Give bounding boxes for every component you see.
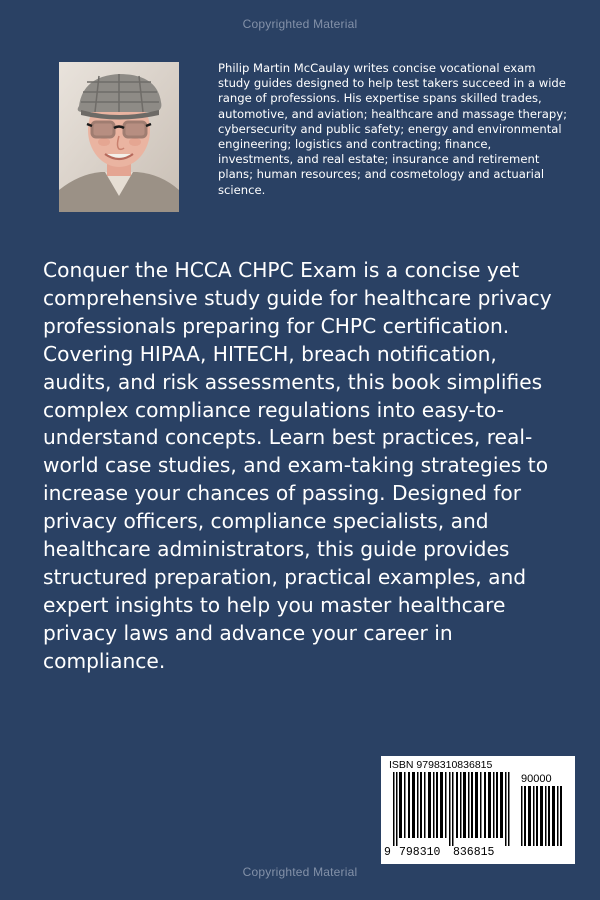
copyright-watermark-top: Copyrighted Material <box>242 17 358 31</box>
copyright-watermark-bottom: Copyrighted Material <box>242 865 358 879</box>
barcode-digit-group-2: 836815 <box>453 846 495 859</box>
price-code: 90000 <box>521 773 552 785</box>
isbn-label: ISBN 9798310836815 <box>389 759 493 771</box>
author-portrait-icon <box>59 62 179 212</box>
author-bio: Philip Martin McCaulay writes concise vocational exam study guides designed to help test takers succeed in a wide range of professions. His expertise spans skilled trades, automotive, and aviation; healthcare and massage therapy; cybersecurity and public safety; energy and environmental engineering; logistics and contracting; finance, investments, and real estate; insurance and retirement plans; human resources; and cosmetology and actuarial science. <box>218 61 567 197</box>
isbn-barcode <box>381 756 575 864</box>
book-description: Conquer the HCCA CHPC Exam is a concise yet comprehensive study guide for healthcare privacy professionals preparing for CHPC certification. Covering HIPAA, HITECH, breach notification, audits, and risk assessments, this book simplifies complex compliance regulations into easy-to-understand concepts. Learn best practices, real-world case studies, and exam-taking strategies to increase your chances of passing. Designed for privacy officers, compliance specialists, and healthcare administrators, this guide provides structured preparation, practical examples, and expert insights to help you master healthcare privacy laws and advance your career in compliance. <box>43 258 552 673</box>
ean-barcode-bars <box>389 772 517 846</box>
barcode-digit-group-1: 798310 <box>399 846 441 859</box>
addon-barcode-bars <box>521 786 565 846</box>
author-photo <box>59 62 179 212</box>
barcode-digit-first: 9 <box>384 846 391 859</box>
